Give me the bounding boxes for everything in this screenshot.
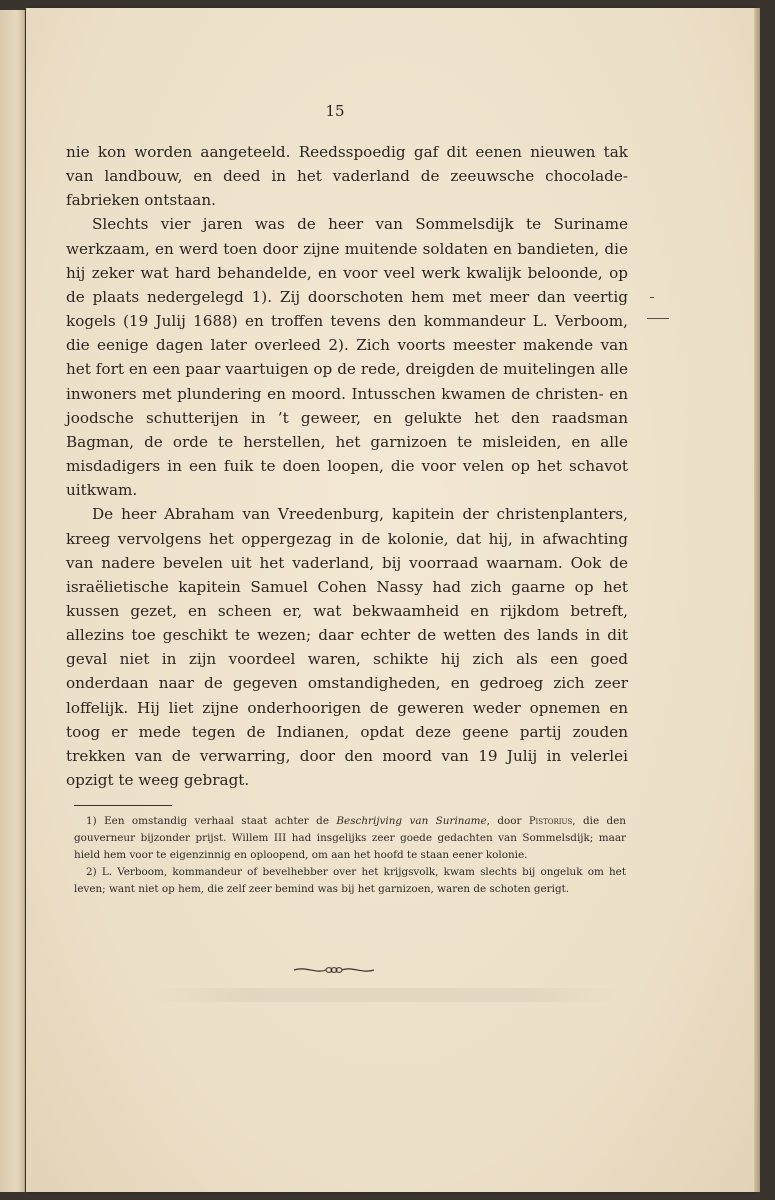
margin-pencil-dot bbox=[650, 297, 654, 298]
footnote-author: Pistorius bbox=[528, 816, 573, 827]
previous-page-edge bbox=[0, 10, 25, 1192]
body-text bbox=[66, 140, 628, 792]
footnotes bbox=[74, 813, 626, 898]
footnote-2: 2) L. Verboom, kommandeur of bevelhebber over het krijgsvolk, kwam slechts bij ongeluk om het leven; want niet op hem, die zelf zeer bemind was bij het garnizoen, waren de schoten gerigt. bbox=[74, 866, 626, 895]
paragraph: Slechts vier jaren was de heer van Sommelsdijk te Suriname werkzaam, en werd toen door zijne muitende soldaten en bandieten, die hij zeker wat hard behandelde, en voor veel werk kwalijk beloonde, op de plaats nedergelegd 1). Zij doorschoten hem met meer dan veertig kogels (19 Julij 1688) en troffen tevens den kommandeur L. Verboom, die eenige dagen later overleed 2). Zich voorts meester makende van het fort en een paar vaartuigen op de rede, dreigden de muitelingen alle inwoners met plundering en moord. Intusschen kwamen de christen- en joodsche schutterijen in ’t geweer, en gelukte het den raadsman Bagman, de orde te herstellen, het garnizoen te misleiden, en alle misdadigers in een fuik te doen loopen, die voor velen op het schavot uitkwam. bbox=[66, 215, 628, 500]
page-edge-shadow bbox=[754, 8, 760, 1192]
tailpiece-ornament-icon bbox=[292, 963, 376, 977]
paragraph: De heer Abraham van Vreedenburg, kapitein der christenplanters, kreeg vervolgens het oppergezag in de kolonie, dat hij, in afwachting van nadere bevelen uit het vaderland, bij voorraad waarnam. Ook de israëlietische kapitein Samuel Cohen Nassy had zich gaarne op het kussen gezet, en scheen er, wat bekwaamheid en rijkdom betreft, allezins toe geschikt te wezen; daar echter de wetten des lands in dit geval niet in zijn voordeel waren, schikte hij zich als een goed onderdaan naar de gegeven omstandigheden, en gedroeg zich zeer loffelijk. Hij liet zijne onderhoorigen de geweren weder opnemen en toog er mede tegen de Indianen, opdat deze geene partij zouden trekken van de verwarring, door den moord van 19 Julij in velerlei opzigt te weeg gebragt. bbox=[66, 505, 628, 790]
footnote-1 bbox=[74, 813, 626, 864]
footnote-text: , door bbox=[486, 815, 529, 827]
footnote-book-title: Beschrijving van Suriname bbox=[336, 815, 487, 827]
paragraph: nie kon worden aangeteeld. Reedsspoedig gaf dit eenen nieuwen tak van landbouw, en deed in het vaderland de zeeuwsche chocolade-fabrieken ontstaan. bbox=[66, 143, 628, 210]
page-number: 15 bbox=[325, 102, 345, 120]
show-through-text bbox=[150, 988, 620, 1002]
footnote-text: 1) Een omstandig verhaal staat achter de bbox=[86, 815, 337, 827]
margin-pencil-mark bbox=[647, 318, 669, 319]
footnote-text: , die den gouverneur bijzonder prijst. Willem III had insgelijks zeer goede gedachten van Sommelsdijk; maar hield hem voor te eigenzinnig en oploopend, om aan het hoofd te staan eener kolonie. bbox=[74, 815, 627, 861]
footnote-divider bbox=[74, 805, 172, 806]
